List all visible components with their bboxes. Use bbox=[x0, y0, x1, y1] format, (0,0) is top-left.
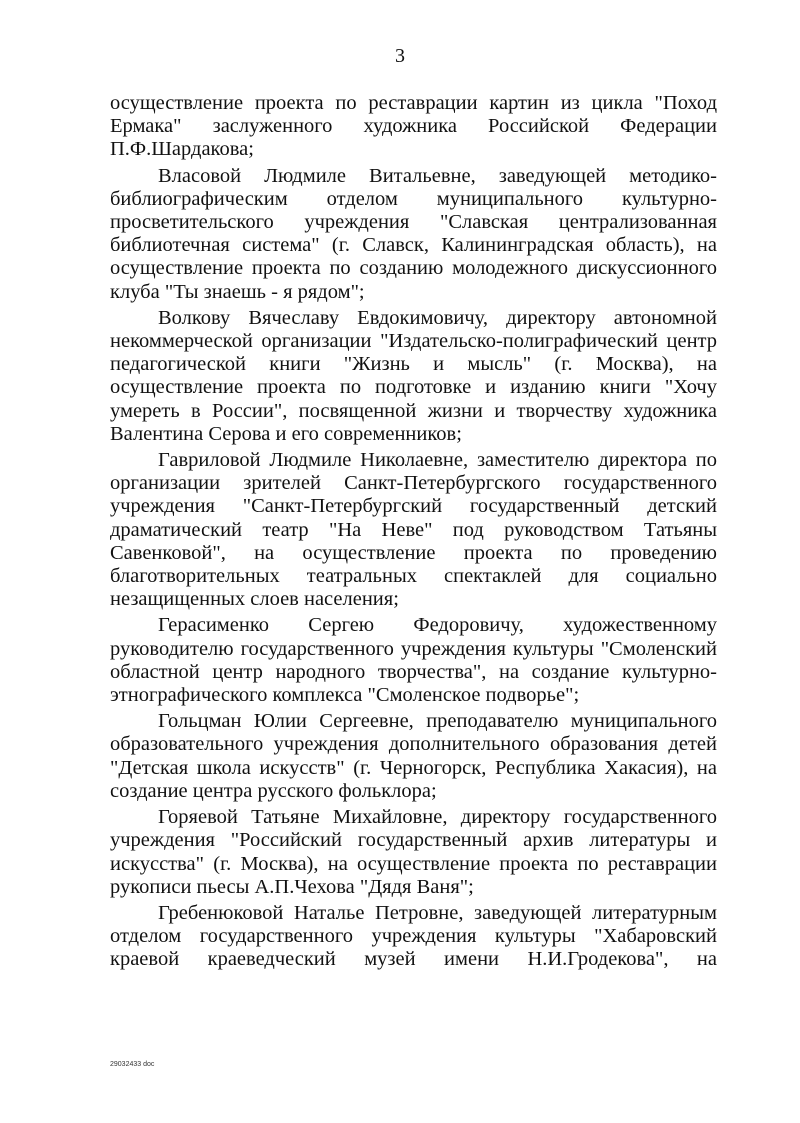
paragraph-goltsman: Гольцман Юлии Сергеевне, преподавателю муниципального образовательного учреждения дополнительного образования детей "Детская школа искусств" (г. Черногорск, Республика Хакасия), на создание центра русского фольклора; bbox=[110, 710, 717, 802]
paragraph-continuation: осуществление проекта по реставрации картин из цикла "Поход Ермака" заслуженного художника Российской Федерации П.Ф.Шардакова; bbox=[110, 92, 717, 161]
body-text bbox=[110, 92, 717, 972]
paragraph-gavrilova: Гавриловой Людмиле Николаевне, заместителю директора по организации зрителей Санкт-Петербургского государственного учреждения "Санкт-Петербургский государственный детский драматический театр "На Неве" под руководством Татьяны Савенковой", на осуществление проекта по проведению благотворительных театральных спектаклей для социально незащищенных слоев населения; bbox=[110, 449, 717, 611]
paragraph-gerasimenko: Герасименко Сергею Федоровичу, художественному руководителю государственного учреждения культуры "Смоленский областной центр народного творчества", на создание культурно-этнографического комплекса "Смоленское подворье"; bbox=[110, 614, 717, 707]
paragraph-grebenyukova: Гребенюковой Наталье Петровне, заведующей литературным отделом государственного учреждения культуры "Хабаровский краевой краеведческий музей имени Н.И.Гродекова", на bbox=[110, 901, 717, 971]
paragraph-goryaeva: Горяевой Татьяне Михайловне, директору государственного учреждения "Российский государственный архив литературы и искусства" (г. Москва), на осуществление проекта по реставрации рукописи пьесы А.П.Чехова "Дядя Ваня"; bbox=[110, 806, 717, 898]
page-number: 3 bbox=[395, 45, 405, 67]
paragraph-volkov: Волкову Вячеславу Евдокимовичу, директору автономной некоммерческой организации "Издательско-полиграфический центр педагогической книги "Жизнь и мысль" (г. Москва), на осуществление проекта по подготовке и изданию книги "Хочу умереть в России", посвященной жизни и творчеству художника Валентина Серова и его современников; bbox=[110, 306, 717, 445]
paragraph-vlasova: Власовой Людмиле Витальевне, заведующей методико-библиографическим отделом муниципального культурно-просветительского учреждения "Славская централизованная библиотечная система" (г. Славск, Калининградская область), на осуществление проекта по созданию молодежного дискуссионного клуба "Ты знаешь - я рядом"; bbox=[110, 164, 717, 303]
file-code: 29032433 doc bbox=[110, 1061, 155, 1068]
